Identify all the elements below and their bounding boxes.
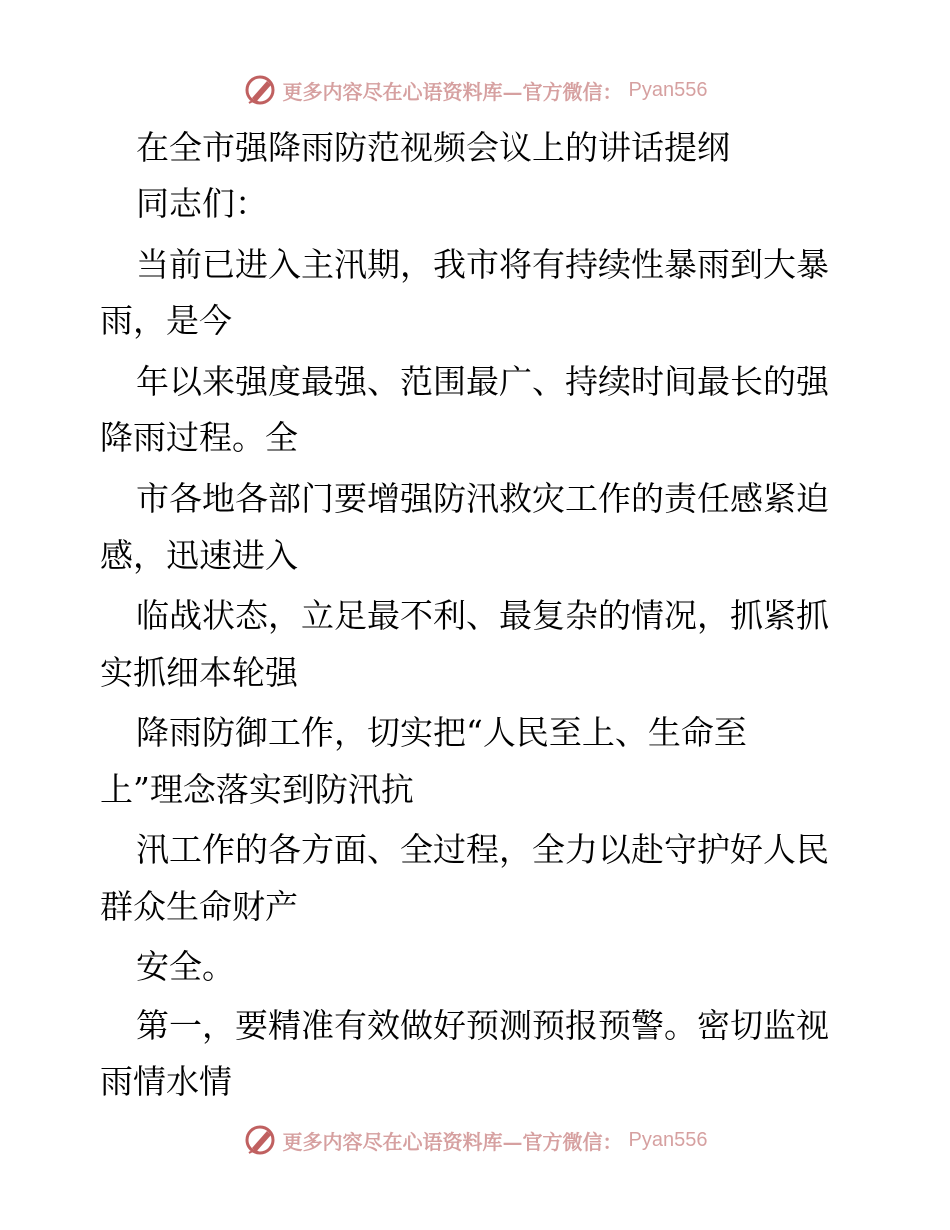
text-line: 雨情水情 (100, 1062, 232, 1101)
text-line: 降雨过程。全 (100, 418, 298, 457)
watermark-wechat-id: Pyan556 (628, 78, 708, 101)
text-line: 年以来强度最强、范围最广、持续时间最长的强 (136, 362, 829, 401)
pen-logo-icon (243, 73, 277, 107)
text-line: 临战状态，立足最不利、最复杂的情况，抓紧抓 (136, 596, 829, 635)
text-line: 当前已进入主汛期，我市将有持续性暴雨到大暴 (136, 245, 829, 284)
text-line: 市各地各部门要增强防汛救灾工作的责任感紧迫 (136, 479, 829, 518)
header-watermark (0, 70, 950, 110)
watermark-text: 更多内容尽在心语资料库—官方微信： (282, 79, 623, 104)
text-line: 第一，要精准有效做好预测预报预警。密切监视 (136, 1006, 829, 1045)
text-line: 安全。 (136, 947, 235, 986)
salutation: 同志们： (136, 184, 268, 223)
watermark-wechat-id: Pyan556 (628, 1128, 708, 1151)
text-line: 降雨防御工作，切实把“人民至上、生命至 (136, 713, 747, 752)
text-line: 感，迅速进入 (100, 536, 298, 575)
document-title: 在全市强降雨防范视频会议上的讲话提纲 (136, 128, 730, 167)
footer-watermark (0, 1120, 950, 1160)
text-line: 上”理念落实到防汛抗 (100, 770, 414, 809)
pen-logo-icon (243, 1123, 277, 1157)
text-line: 群众生命财产 (100, 887, 298, 926)
text-line: 汛工作的各方面、全过程，全力以赴守护好人民 (136, 830, 829, 869)
text-line: 实抓细本轮强 (100, 653, 298, 692)
text-line: 雨，是今 (100, 301, 232, 340)
watermark-text: 更多内容尽在心语资料库—官方微信： (282, 1129, 623, 1154)
